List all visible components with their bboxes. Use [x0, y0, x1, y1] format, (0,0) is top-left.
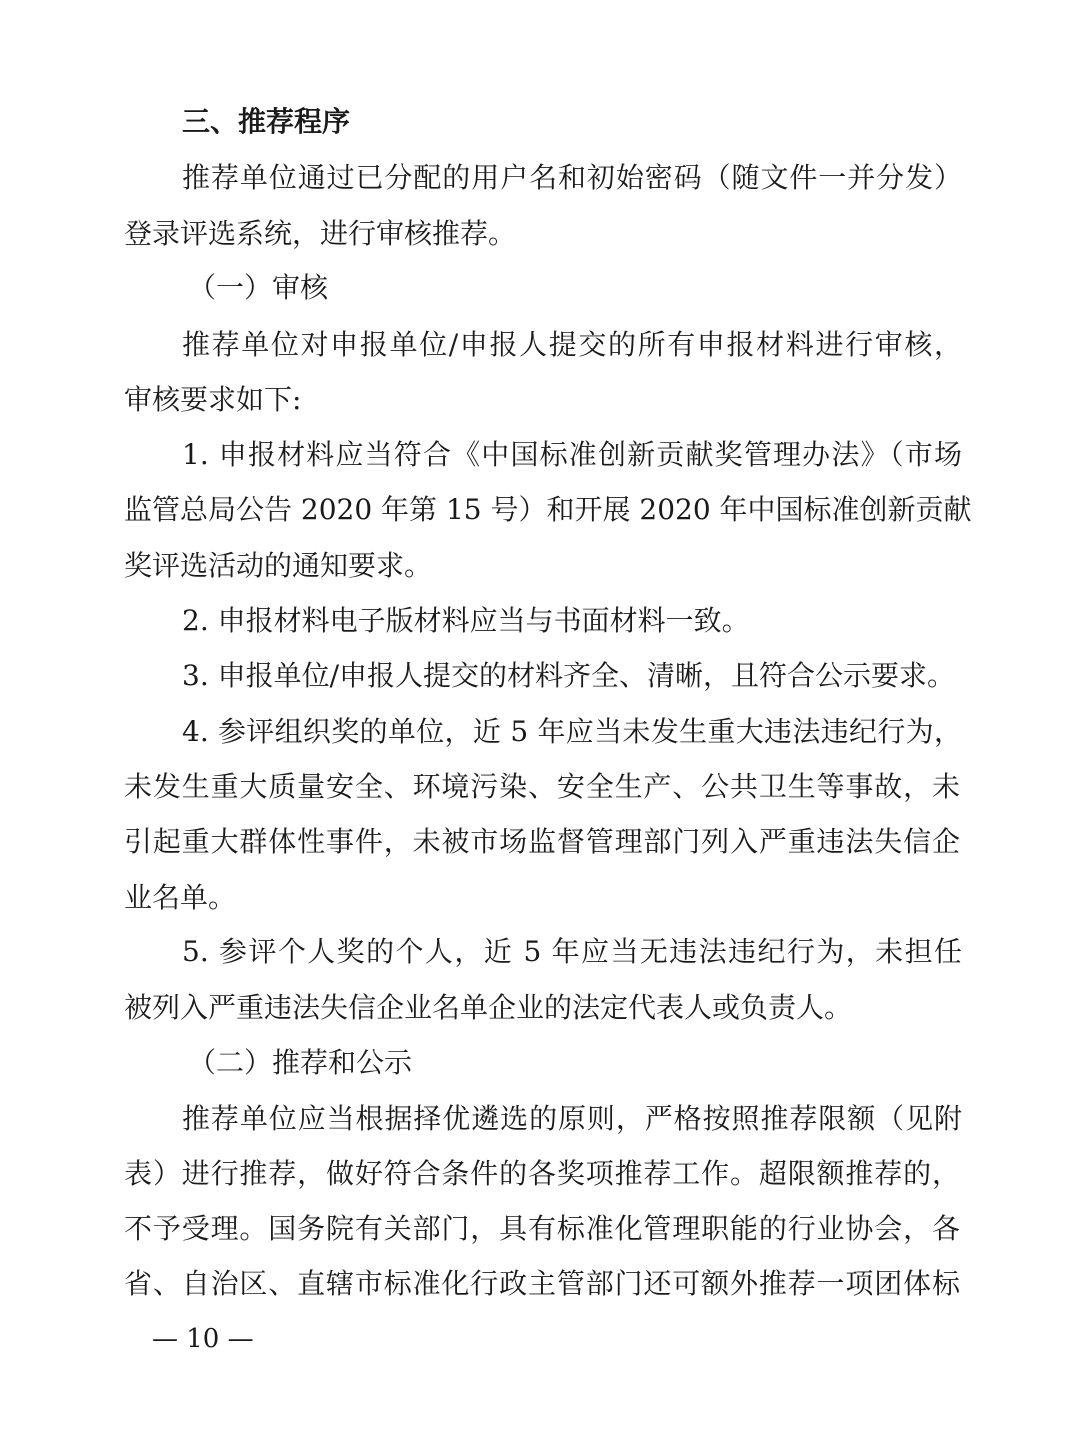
item-5-line-1: 5. 参评个人奖的个人，近 5 年应当无违法违纪行为，未担任	[182, 935, 962, 968]
paragraph-1-line-1: 推荐单位通过已分配的用户名和初始密码（随文件一并分发）	[182, 161, 962, 194]
item-1-line-1: 1. 申报材料应当符合《中国标准创新贡献奖管理办法》（市场	[182, 438, 962, 471]
item-5-line-2: 被列入严重违法失信企业名单企业的法定代表人或负责人。	[124, 991, 853, 1024]
subheading-recommend-and-publicize: （二）推荐和公示	[188, 1046, 413, 1079]
item-4-line-4: 业名单。	[124, 881, 237, 914]
paragraph-3-line-2: 表）进行推荐，做好符合条件的各奖项推荐工作。超限额推荐的，	[124, 1157, 960, 1190]
item-3: 3. 申报单位/申报人提交的材料齐全、清晰，且符合公示要求。	[182, 659, 956, 692]
item-2: 2. 申报材料电子版材料应当与书面材料一致。	[182, 604, 750, 637]
item-4-line-1: 4. 参评组织奖的单位，近 5 年应当未发生重大违法违纪行为，	[182, 715, 962, 748]
item-4-line-3: 引起重大群体性事件，未被市场监督管理部门列入严重违法失信企	[124, 825, 960, 858]
item-1-line-2: 监管总局公告 2020 年第 15 号）和开展 2020 年中国标准创新贡献	[124, 493, 972, 526]
paragraph-1-line-2: 登录评选系统，进行审核推荐。	[124, 217, 517, 250]
section-heading-recommendation-procedure: 三、推荐程序	[182, 105, 351, 138]
subheading-review: （一）审核	[188, 271, 329, 304]
paragraph-2-line-2: 审核要求如下:	[124, 383, 302, 416]
paragraph-3-line-1: 推荐单位应当根据择优遴选的原则，严格按照推荐限额（见附	[182, 1102, 962, 1135]
page-number: — 10 —	[152, 1324, 254, 1354]
paragraph-2-line-1: 推荐单位对申报单位/申报人提交的所有申报材料进行审核，	[182, 328, 962, 361]
item-1-line-3: 奖评选活动的通知要求。	[124, 549, 433, 582]
paragraph-3-line-3: 不予受理。国务院有关部门，具有标准化管理职能的行业协会，各	[124, 1212, 960, 1245]
paragraph-3-line-4: 省、自治区、直辖市标准化行政主管部门还可额外推荐一项团体标	[124, 1267, 960, 1300]
item-4-line-2: 未发生重大质量安全、环境污染、安全生产、公共卫生等事故，未	[124, 770, 960, 803]
